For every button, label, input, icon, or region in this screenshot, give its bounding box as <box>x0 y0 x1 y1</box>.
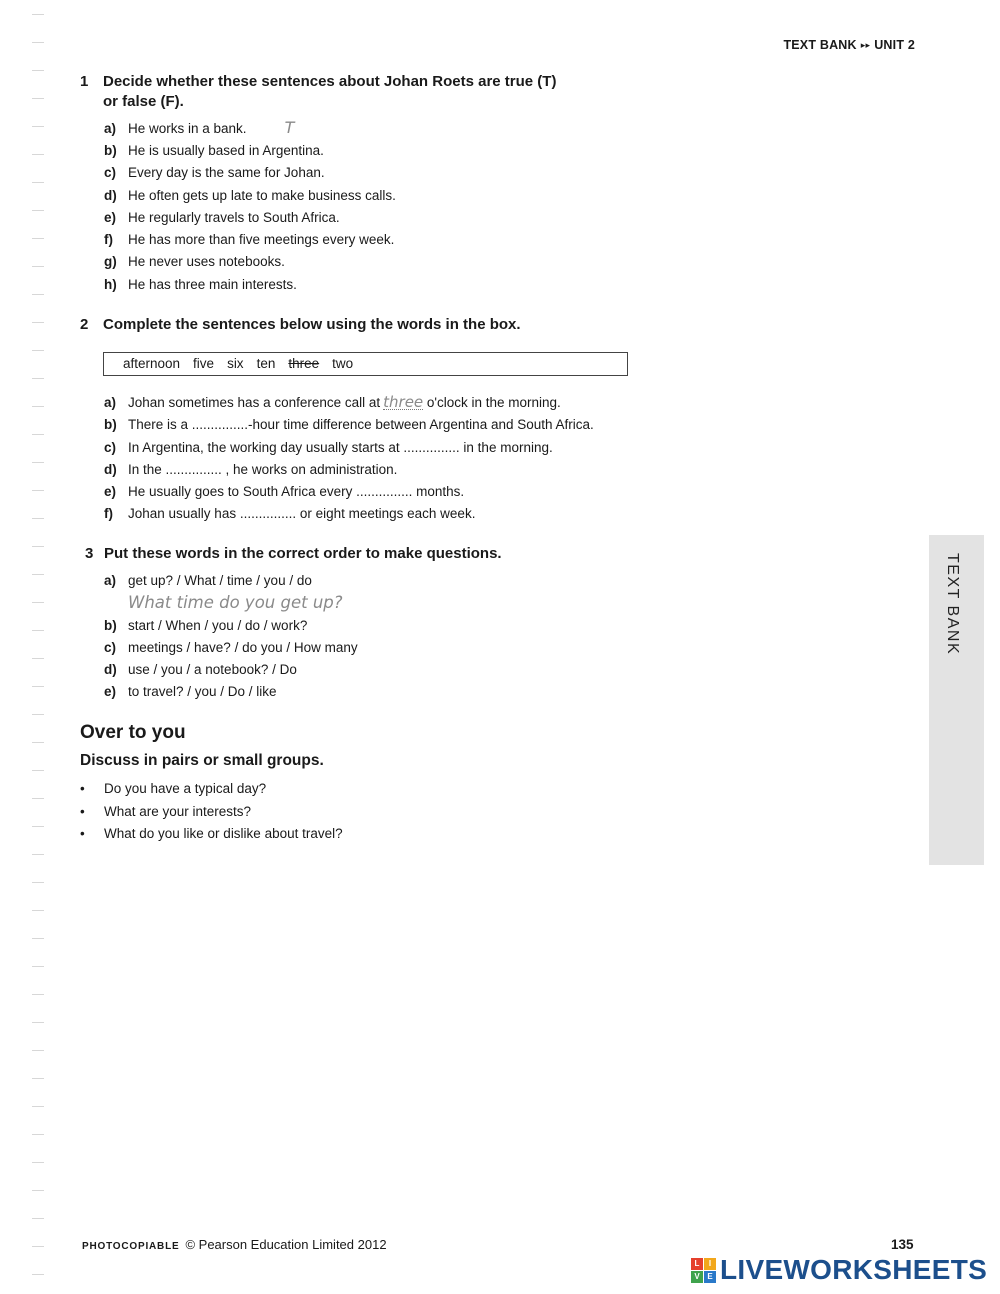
header-unit: UNIT 2 <box>874 38 915 52</box>
q3-answer-a[interactable]: What time do you get up? <box>128 593 343 612</box>
answer-field-c[interactable]: ............... <box>403 440 460 455</box>
q2-title <box>80 315 640 335</box>
q2-title-text: Complete the sentences below using the words in the box. <box>103 316 521 333</box>
q2-item: e) He usually goes to South Africa every ............... months. <box>104 484 465 499</box>
double-arrow-icon: ▸▸ <box>860 40 871 50</box>
q2-item: f) Johan usually has ............... or eight meetings each week. <box>104 506 476 521</box>
over-to-you-subtitle: Discuss in pairs or small groups. <box>80 752 324 769</box>
q3-number: 3 <box>85 545 94 562</box>
q1-title-line1: Decide whether these sentences about Johan Roets are true (T) <box>103 73 557 90</box>
side-tab-label: TEXT BANK <box>944 553 961 656</box>
q1-title-line2: or false (F). <box>103 93 184 110</box>
q2-item: b) There is a ...............-hour time difference between Argentina and South Africa. <box>104 417 594 432</box>
q1-item: b) He is usually based in Argentina. <box>104 143 324 158</box>
liveworksheets-logo-icon: L I V E <box>691 1258 716 1283</box>
page-number: 135 <box>891 1237 914 1252</box>
box-word: two <box>332 356 354 371</box>
box-word: ten <box>256 356 276 371</box>
answer-field-b[interactable]: ............... <box>191 417 249 432</box>
q1-item: c) Every day is the same for Johan. <box>104 165 325 180</box>
q1-item: f) He has more than five meetings every week. <box>104 232 395 247</box>
over-to-you-title: Over to you <box>80 722 186 743</box>
answer-field-a[interactable]: three <box>383 393 424 411</box>
q1-number: 1 <box>80 73 89 90</box>
answer-field-d[interactable]: ............... <box>165 462 222 477</box>
answer-field-e[interactable]: ............... <box>356 484 413 499</box>
q1-item: a) He works in a bank. T <box>104 118 295 137</box>
q3-item: e) to travel? / you / Do / like <box>104 684 277 699</box>
q3-title-text: Put these words in the correct order to make questions. <box>104 545 502 562</box>
discussion-bullet: • What are your interests? <box>80 804 252 819</box>
q3-title <box>85 544 645 564</box>
q3-item: c) meetings / have? / do you / How many <box>104 640 358 655</box>
photocopiable-label: PHOTOCOPIABLE <box>82 1241 180 1252</box>
q1-item: d) He often gets up late to make business calls. <box>104 188 396 203</box>
q2-item: a) Johan sometimes has a conference call at three o'clock in the morning. <box>104 393 561 411</box>
q3-item: d) use / you / a notebook? / Do <box>104 662 297 677</box>
header-text-bank: TEXT BANK <box>783 38 857 52</box>
q1-item: e) He regularly travels to South Africa. <box>104 210 340 225</box>
q2-item: d) In the ............... , he works on administration. <box>104 462 398 477</box>
box-word: afternoon <box>123 356 181 371</box>
side-tab <box>929 535 984 865</box>
q2-item: c) In Argentina, the working day usually starts at ............... in the morning. <box>104 440 553 455</box>
discussion-bullet: • Do you have a typical day? <box>80 781 267 796</box>
answer-field-f[interactable]: ............... <box>239 506 297 521</box>
box-word-used: three <box>288 356 320 371</box>
q3-item: b) start / When / you / do / work? <box>104 618 308 633</box>
brand-name: LIVEWORKSHEETS <box>720 1254 988 1285</box>
q2-number: 2 <box>80 316 89 333</box>
q1-item: g) He never uses notebooks. <box>104 254 285 269</box>
discussion-bullet: • What do you like or dislike about travel? <box>80 826 343 841</box>
q1-title <box>80 72 640 112</box>
box-word: six <box>227 356 244 371</box>
copyright-text: © Pearson Education Limited 2012 <box>185 1237 387 1252</box>
footer <box>82 1237 387 1252</box>
q1-item: h) He has three main interests. <box>104 277 297 292</box>
q1-answer-a[interactable]: T <box>284 118 295 137</box>
page-header <box>783 38 915 52</box>
box-word: five <box>193 356 215 371</box>
liveworksheets-brand[interactable] <box>691 1254 987 1286</box>
word-box <box>103 352 628 376</box>
q3-item: a) get up? / What / time / you / do <box>104 573 312 588</box>
